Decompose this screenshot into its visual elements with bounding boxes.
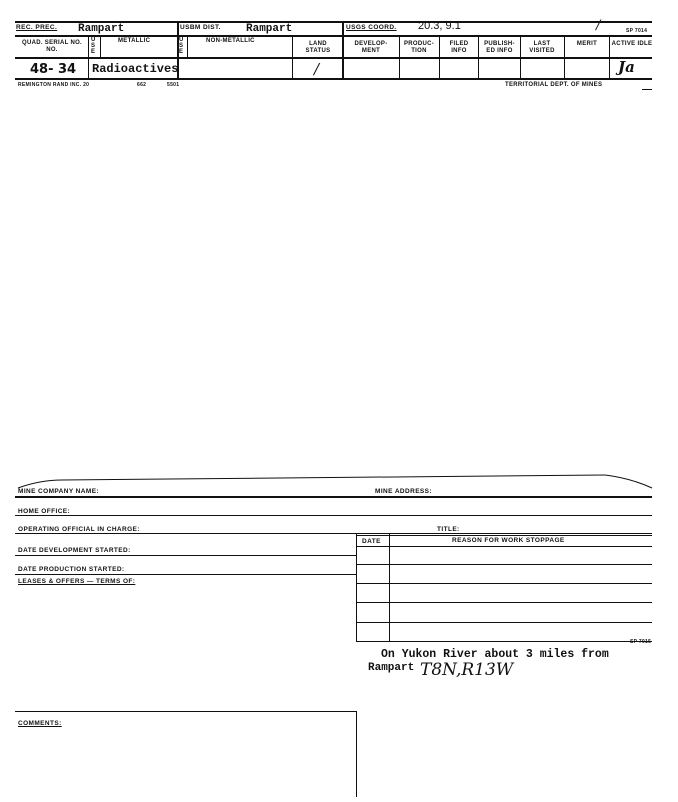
mine-address-label: MINE ADDRESS: bbox=[375, 488, 432, 495]
commodity-value: Radioactives bbox=[92, 62, 179, 76]
leases-label: LEASES & OFFERS — TERMS OF: bbox=[18, 578, 136, 585]
mine-company-name-label: MINE COMPANY NAME: bbox=[18, 488, 99, 495]
stoppage-row-5 bbox=[356, 622, 652, 623]
corner-mark: / bbox=[596, 18, 601, 33]
active-idle-header: ACTIVE IDLE bbox=[611, 41, 653, 47]
vrule-metallic bbox=[100, 36, 101, 57]
land-status-mark: / bbox=[314, 60, 320, 78]
stoppage-row-1 bbox=[356, 546, 652, 547]
bottom-rule bbox=[15, 78, 652, 80]
usbm-dist-label: USBM DIST. bbox=[180, 24, 221, 31]
department-label: TERRITORIAL DEPT. OF MINES bbox=[505, 82, 603, 88]
usgs-coord-label: USGS COORD. bbox=[346, 24, 397, 31]
active-mark: Ja bbox=[618, 58, 635, 76]
stoppage-row-4 bbox=[356, 602, 652, 603]
top-card bbox=[0, 0, 678, 100]
vrule-pub bbox=[478, 36, 479, 78]
home-office-label: HOME OFFICE: bbox=[18, 508, 71, 515]
merit-header: MERIT bbox=[576, 41, 598, 47]
published-info-header: PUBLISH- ED INFO bbox=[484, 41, 515, 54]
rec-prec-value: Rampart bbox=[78, 23, 125, 35]
prod-started-rule bbox=[15, 574, 356, 575]
comments-top-rule bbox=[15, 711, 357, 712]
stoppage-left bbox=[356, 534, 357, 642]
metallic-header: METALLIC bbox=[118, 38, 151, 44]
vrule-merit bbox=[564, 36, 565, 78]
stoppage-row-2 bbox=[356, 564, 652, 565]
vrule-last bbox=[520, 36, 521, 78]
quad-serial-header: QUAD. SERIAL NO. NO. bbox=[21, 40, 83, 53]
company-rule bbox=[15, 496, 652, 498]
printer-code-2: 5501 bbox=[167, 82, 180, 88]
date-col-header: DATE bbox=[362, 538, 381, 545]
title-label: TITLE: bbox=[437, 526, 460, 533]
official-rule-2 bbox=[356, 535, 652, 536]
stoppage-row-3 bbox=[356, 583, 652, 584]
vrule-land bbox=[292, 36, 293, 78]
filed-info-header: FILED INFO bbox=[449, 41, 469, 54]
usgs-coord-value: 20.3, 9.1 bbox=[418, 20, 461, 32]
use-right: U S E bbox=[179, 37, 184, 55]
vrule-active bbox=[609, 36, 610, 78]
non-metallic-header: NON-METALLIC bbox=[206, 38, 255, 44]
usbm-dist-value: Rampart bbox=[246, 23, 293, 35]
comments-label: COMMENTS: bbox=[18, 720, 62, 727]
dev-started-rule bbox=[15, 555, 356, 556]
vrule-filed bbox=[439, 36, 440, 78]
printer-label: REMINGTON RAND INC. 20 bbox=[18, 82, 90, 88]
header-rule bbox=[15, 35, 652, 37]
printer-code-1: 662 bbox=[137, 82, 147, 88]
date-prod-started-label: DATE PRODUCTION STARTED: bbox=[18, 566, 125, 573]
form-code: SP 7014 bbox=[626, 28, 648, 34]
date-dev-started-label: DATE DEVELOPMENT STARTED: bbox=[18, 547, 131, 554]
land-status-header: LAND STATUS bbox=[305, 41, 331, 54]
vrule-nonmet bbox=[187, 36, 188, 57]
use-left: U S E bbox=[91, 37, 96, 55]
last-visited-header: LAST VISITED bbox=[529, 41, 555, 54]
mid-rule bbox=[15, 57, 652, 59]
township-handwritten: T8N,R13W bbox=[420, 660, 514, 680]
vrule-prod bbox=[399, 36, 400, 78]
official-rule bbox=[15, 533, 652, 534]
quad-serial-value: 48- 34 bbox=[30, 62, 77, 77]
reason-col-header: REASON FOR WORK STOPPAGE bbox=[452, 537, 565, 544]
form-code-2: SP 7015 bbox=[630, 639, 652, 645]
location-line-1: On Yukon River about 3 miles from bbox=[381, 648, 609, 661]
vrule-serial bbox=[88, 36, 89, 78]
location-line-2: Rampart bbox=[368, 662, 415, 674]
corner-dash bbox=[642, 89, 652, 90]
lower-card bbox=[0, 470, 678, 802]
home-office-rule bbox=[15, 515, 652, 516]
development-header: DEVELOP- MENT bbox=[354, 41, 388, 54]
stoppage-date-col bbox=[389, 534, 390, 642]
operating-official-label: OPERATING OFFICIAL IN CHARGE: bbox=[18, 526, 140, 533]
comments-divider bbox=[356, 711, 357, 797]
stoppage-row-6 bbox=[356, 641, 652, 642]
card-edge bbox=[0, 470, 678, 490]
vrule-usgs bbox=[342, 22, 344, 78]
rec-prec-label: REC. PREC. bbox=[16, 24, 58, 31]
production-header: PRODUC- TION bbox=[403, 41, 435, 54]
